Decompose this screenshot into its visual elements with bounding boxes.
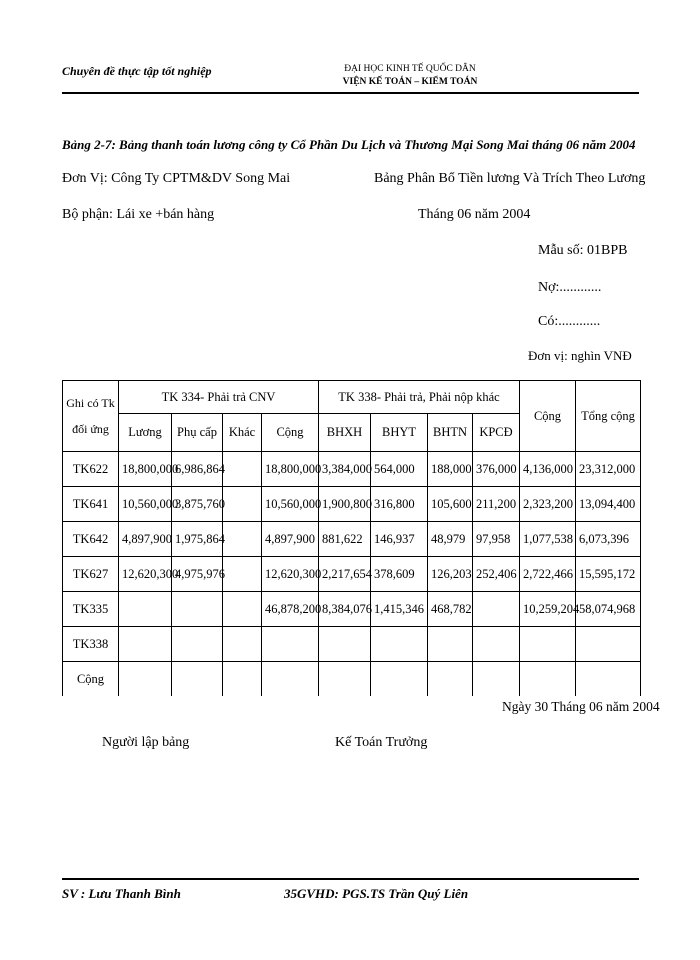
- cell-account: TK338: [63, 627, 119, 662]
- sub-header-kpcd: KPCĐ: [473, 414, 520, 452]
- cell-cong338: 2,323,200: [520, 487, 576, 522]
- unit-line: Đơn Vị: Công Ty CPTM&DV Song Mai: [62, 171, 291, 186]
- cell-khac: [223, 452, 262, 487]
- table-row: [63, 592, 641, 627]
- table-caption: Bảng 2-7: Bảng thanh toán lương công ty Cổ Phần Du Lịch và Thương Mại Song Mai tháng 06 năm 2004: [62, 137, 636, 152]
- footer-right: [284, 886, 468, 902]
- header-institute: VIỆN KẾ TOÁN – KIỂM TOÁN: [342, 77, 478, 87]
- cell-kpcd: 211,200: [473, 487, 520, 522]
- chief-accountant-signature: Kế Toán Trưởng: [335, 735, 428, 750]
- allocation-table: [62, 380, 641, 696]
- cell-cong338: 10,259,204: [520, 592, 576, 627]
- cell-luong: 12,620,300: [119, 557, 172, 592]
- cell-luong: 10,560,000: [119, 487, 172, 522]
- table-row: [63, 452, 641, 487]
- cell-account: TK335: [63, 592, 119, 627]
- footer-supervisor: GVHD: PGS.TS Trần Quý Liên: [297, 886, 469, 901]
- cell-account: TK642: [63, 522, 119, 557]
- col-total-header: Tổng cộng: [576, 381, 641, 452]
- cell-bhxh: [319, 627, 371, 662]
- col-account-header: [63, 381, 119, 452]
- cell-bhtn: 126,203: [428, 557, 473, 592]
- cell-cong334: 10,560,000: [262, 487, 319, 522]
- cell-cong338: [520, 627, 576, 662]
- cell-bhxh: 2,217,654: [319, 557, 371, 592]
- footer-student: SV : Lưu Thanh Bình: [62, 886, 181, 901]
- cell-luong: [119, 592, 172, 627]
- preparer-signature: Người lập bảng: [102, 735, 190, 750]
- cell-bhyt: 378,609: [371, 557, 428, 592]
- cell-phucap: 4,975,976: [172, 557, 223, 592]
- cell-bhtn: 188,000: [428, 452, 473, 487]
- cell-khac: [223, 592, 262, 627]
- cell-khac: [223, 487, 262, 522]
- cell-bhxh: 8,384,076: [319, 592, 371, 627]
- header-rule: [62, 92, 639, 94]
- header-left-title: Chuyên đề thực tập tốt nghiệp: [62, 64, 212, 78]
- cell-khac: [223, 662, 262, 697]
- cell-cong334: [262, 662, 319, 697]
- cell-bhyt: 1,415,346: [371, 592, 428, 627]
- cell-bhtn: [428, 627, 473, 662]
- cell-kpcd: 97,958: [473, 522, 520, 557]
- cell-cong338: 4,136,000: [520, 452, 576, 487]
- cell-bhxh: 1,900,800: [319, 487, 371, 522]
- sub-header-khac: Khác: [223, 414, 262, 452]
- sub-header-bhyt: BHYT: [371, 414, 428, 452]
- cell-bhxh: [319, 662, 371, 697]
- col-account-header-text: Ghi có Tk đối ứng: [66, 396, 115, 436]
- table-row: [63, 522, 641, 557]
- cell-cong334: 46,878,200: [262, 592, 319, 627]
- cell-phucap: 1,975,864: [172, 522, 223, 557]
- cell-luong: 18,800,000: [119, 452, 172, 487]
- footer-rule: [62, 878, 639, 880]
- date-line: Ngày 30 Tháng 06 năm 2004: [502, 699, 660, 714]
- table-row: [63, 557, 641, 592]
- cell-bhxh: 3,384,000: [319, 452, 371, 487]
- cell-phucap: [172, 627, 223, 662]
- cell-luong: 4,897,900: [119, 522, 172, 557]
- cell-bhtn: 48,979: [428, 522, 473, 557]
- table-row: [63, 662, 641, 697]
- cell-account: TK641: [63, 487, 119, 522]
- cell-luong: [119, 662, 172, 697]
- sub-header-cong: Cộng: [262, 414, 319, 452]
- cell-tong: 6,073,396: [576, 522, 641, 557]
- form-number: Mẫu số: 01BPB: [538, 243, 628, 258]
- cell-bhtn: 468,782: [428, 592, 473, 627]
- month-line: Tháng 06 năm 2004: [418, 207, 531, 222]
- cell-phucap: [172, 662, 223, 697]
- cell-luong: [119, 627, 172, 662]
- header-right-block: [335, 63, 485, 89]
- group-334-header: TK 334- Phải trả CNV: [119, 381, 319, 414]
- cell-bhyt: 316,800: [371, 487, 428, 522]
- cell-bhtn: [428, 662, 473, 697]
- cell-tong: [576, 627, 641, 662]
- cell-cong334: 12,620,300: [262, 557, 319, 592]
- cell-cong334: 4,897,900: [262, 522, 319, 557]
- cell-bhxh: 881,622: [319, 522, 371, 557]
- cell-account: TK627: [63, 557, 119, 592]
- header-university: ĐẠI HỌC KINH TẾ QUỐC DÂN: [344, 64, 476, 74]
- cell-bhyt: 564,000: [371, 452, 428, 487]
- cell-account: TK622: [63, 452, 119, 487]
- table-row: [63, 627, 641, 662]
- cell-khac: [223, 557, 262, 592]
- debit-line: Nợ:............: [538, 280, 602, 295]
- cell-cong334: 18,800,000: [262, 452, 319, 487]
- cell-tong: 58,074,968: [576, 592, 641, 627]
- col-cong-header: Cộng: [520, 381, 576, 452]
- group-338-header: TK 338- Phải trả, Phải nộp khác: [319, 381, 520, 414]
- sub-header-luong: Lương: [119, 414, 172, 452]
- cell-cong338: 2,722,466: [520, 557, 576, 592]
- cell-tong: [576, 662, 641, 697]
- cell-kpcd: [473, 592, 520, 627]
- credit-line: Có:............: [538, 314, 601, 329]
- cell-kpcd: 376,000: [473, 452, 520, 487]
- cell-bhyt: [371, 662, 428, 697]
- cell-tong: 15,595,172: [576, 557, 641, 592]
- sub-header-bhtn: BHTN: [428, 414, 473, 452]
- department-line: Bộ phận: Lái xe +bán hàng: [62, 207, 215, 222]
- cell-account: Cộng: [63, 662, 119, 697]
- table-row: [63, 487, 641, 522]
- cell-phucap: [172, 592, 223, 627]
- cell-bhyt: 146,937: [371, 522, 428, 557]
- cell-khac: [223, 522, 262, 557]
- page-number: 35: [284, 886, 297, 901]
- currency-unit: Đơn vị: nghìn VNĐ: [528, 348, 632, 363]
- sheet-title: Bảng Phân Bổ Tiền lương Và Trích Theo Lương: [374, 171, 646, 186]
- cell-bhyt: [371, 627, 428, 662]
- cell-tong: 23,312,000: [576, 452, 641, 487]
- cell-kpcd: [473, 627, 520, 662]
- header-row-1: [63, 381, 641, 414]
- cell-kpcd: 252,406: [473, 557, 520, 592]
- cell-kpcd: [473, 662, 520, 697]
- sub-header-phucap: Phụ cấp: [172, 414, 223, 452]
- cell-cong338: 1,077,538: [520, 522, 576, 557]
- cell-cong334: [262, 627, 319, 662]
- cell-phucap: 6,986,864: [172, 452, 223, 487]
- cell-bhtn: 105,600: [428, 487, 473, 522]
- cell-khac: [223, 627, 262, 662]
- sub-header-bhxh: BHXH: [319, 414, 371, 452]
- cell-tong: 13,094,400: [576, 487, 641, 522]
- cell-phucap: 3,875,760: [172, 487, 223, 522]
- cell-cong338: [520, 662, 576, 697]
